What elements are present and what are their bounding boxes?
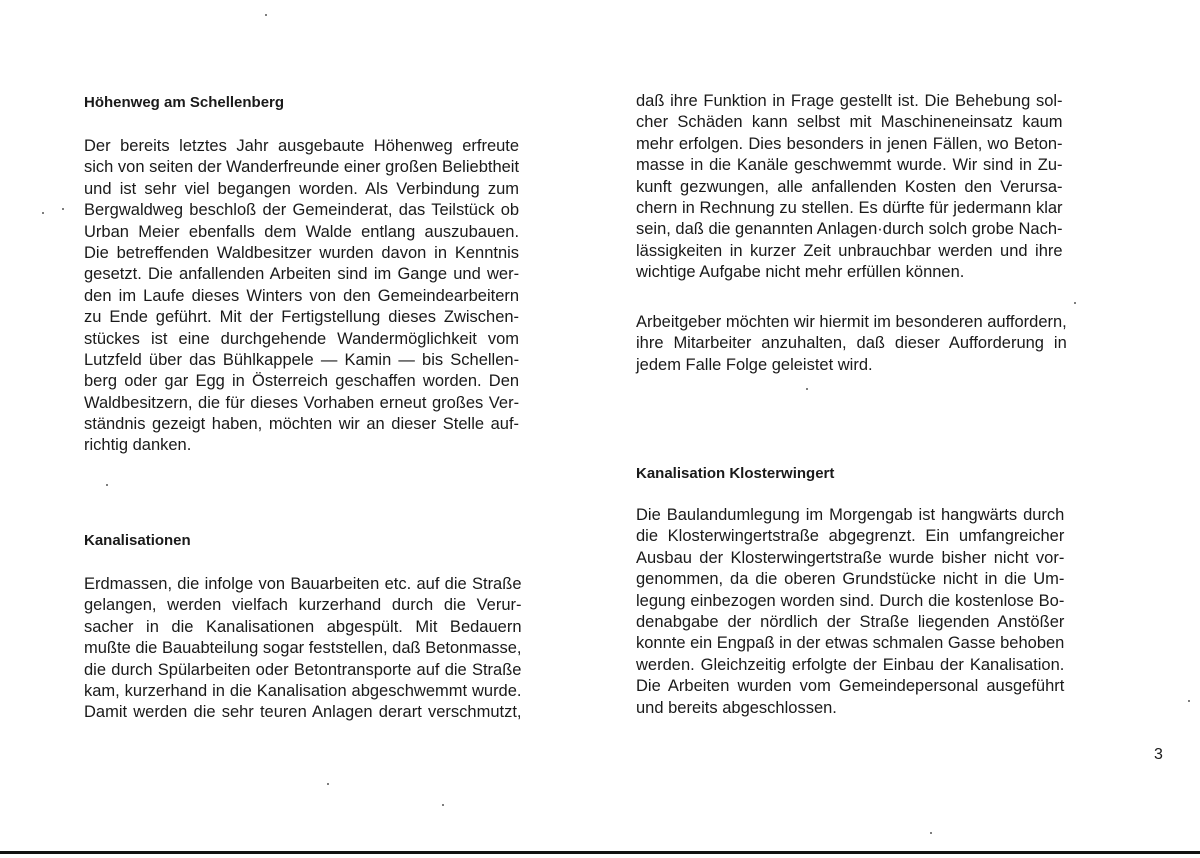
paragraph-kanalisationen — [84, 574, 522, 724]
text-line: Bergwaldweg beschloß der Gemeinderat, das Teilstück ob — [84, 201, 520, 220]
scan-speck — [62, 208, 64, 210]
text-line: Die betreffenden Waldbesitzer wurden davon in Kenntnis — [84, 243, 520, 262]
text-line: lässigkeiten in kurzer Zeit unbrauchbar werden und ihre — [636, 241, 1063, 260]
bottom-rule — [0, 851, 1200, 854]
text-line: Urban Meier ebenfalls dem Walde entlang auszubauen. — [84, 222, 520, 241]
text-line: genommen, da die oberen Grundstücke nicht in die Um- — [636, 570, 1065, 589]
scan-speck — [442, 804, 444, 806]
text-line: die durch Spülarbeiten oder Betontransporte auf die Straße — [84, 660, 522, 679]
paragraph-klosterwingert — [636, 505, 1064, 719]
text-line: die Klosterwingertstraße abgegrenzt. Ein umfangreicher — [636, 527, 1065, 546]
text-line: Die Baulandumlegung im Morgengab ist hangwärts durch — [636, 506, 1065, 524]
text-line: sacher in die Kanalisationen abgespült. Mit Bedauern — [84, 617, 522, 636]
text-line: Der bereits letztes Jahr ausgebaute Höhenweg erfreute — [84, 137, 520, 155]
text-line: cher Schäden kann selbst mit Maschineneinsatz kaum — [636, 113, 1063, 132]
text-line: gesetzt. Die anfallenden Arbeiten sind im Gange und wer- — [84, 265, 520, 284]
heading-kanalisationen: Kanalisationen — [84, 532, 191, 549]
text-line: und bereits abgeschlossen. — [636, 698, 837, 717]
text-line: kam, kurzerhand in die Kanalisation abgeschwemmt wurde. — [84, 681, 522, 700]
scan-speck — [265, 14, 267, 16]
text-line: Lutzfeld über das Bühlkappele — Kamin — bis Schellen- — [84, 350, 520, 369]
paragraph-hoehenweg — [84, 136, 519, 457]
text-line: werden. Gleichzeitig erfolgte der Einbau der Kanalisation. — [636, 655, 1065, 674]
scan-speck — [1074, 302, 1076, 304]
text-line: stückes ist eine durchgehende Wandermöglichkeit vom — [84, 329, 520, 348]
text-line: Waldbesitzern, die für dieses Vorhaben erneut großes Ver- — [84, 393, 520, 412]
paragraph-kanal-fortsetzung — [636, 91, 1063, 284]
text-line: den im Laufe dieses Winters von den Gemeindearbeitern — [84, 286, 520, 305]
scan-speck — [327, 783, 329, 785]
heading-hoehenweg: Höhenweg am Schellenberg — [84, 94, 285, 111]
text-line: ihre Mitarbeiter anzuhalten, daß dieser Aufforderung in — [636, 334, 1067, 353]
heading-klosterwingert: Kanalisation Klosterwingert — [636, 465, 835, 482]
text-line: chern in Rechnung zu stellen. Es dürfte für jedermann klar — [636, 198, 1063, 217]
scan-speck — [106, 484, 108, 486]
text-line: Arbeitgeber möchten wir hiermit im besonderen auffordern, — [636, 313, 1067, 331]
text-line: sich von seiten der Wanderfreunde einer großen Beliebtheit — [84, 158, 520, 177]
text-line: berg oder gar Egg in Österreich geschaffen worden. Den — [84, 372, 520, 391]
text-line: ständnis gezeigt haben, möchten wir an dieser Stelle auf- — [84, 415, 520, 434]
text-line: Damit werden die sehr teuren Anlagen derart verschmutzt, — [84, 703, 522, 722]
text-line: gelangen, werden vielfach kurzerhand durch die Verur- — [84, 596, 522, 615]
text-line: Ausbau der Klosterwingertstraße wurde bisher nicht vor- — [636, 548, 1065, 567]
text-line: zu Ende geführt. Mit der Fertigstellung dieses Zwischen- — [84, 308, 520, 327]
text-line: wichtige Aufgabe nicht mehr erfüllen können. — [636, 263, 965, 282]
text-line: mußte die Bauabteilung sogar feststellen, daß Betonmasse, — [84, 639, 522, 658]
text-line: konnte ein Engpaß in der etwas schmalen Gasse behoben — [636, 634, 1065, 653]
text-line: jedem Falle Folge geleistet wird. — [636, 355, 873, 374]
text-line: und ist sehr viel begangen worden. Als Verbindung zum — [84, 179, 520, 198]
scan-speck — [42, 212, 44, 214]
text-line: legung einbezogen worden sind. Durch die kostenlose Bo- — [636, 591, 1065, 610]
scan-speck — [1188, 700, 1190, 702]
scan-speck — [806, 388, 808, 390]
text-line: denabgabe der nördlich der Straße liegenden Anstößer — [636, 612, 1065, 631]
paragraph-arbeitgeber — [636, 312, 1067, 376]
text-line: kunft gezwungen, alle anfallenden Kosten den Verursa- — [636, 177, 1063, 196]
text-line: mehr erfolgen. Dies besonders in jenen Fällen, wo Beton- — [636, 134, 1063, 153]
text-line: richtig danken. — [84, 436, 192, 455]
text-line: Die Arbeiten wurden vom Gemeindepersonal ausgeführt — [636, 677, 1065, 696]
text-line: daß ihre Funktion in Frage gestellt ist. Die Behebung sol- — [636, 92, 1063, 110]
text-line: Erdmassen, die infolge von Bauarbeiten etc. auf die Straße — [84, 575, 522, 593]
text-line: sein, daß die genannten Anlagen·durch solch grobe Nach- — [636, 220, 1063, 239]
scan-speck — [930, 832, 932, 834]
page-number: 3 — [1154, 746, 1163, 763]
text-line: masse in die Kanäle geschwemmt wurde. Wir sind in Zu- — [636, 156, 1063, 175]
